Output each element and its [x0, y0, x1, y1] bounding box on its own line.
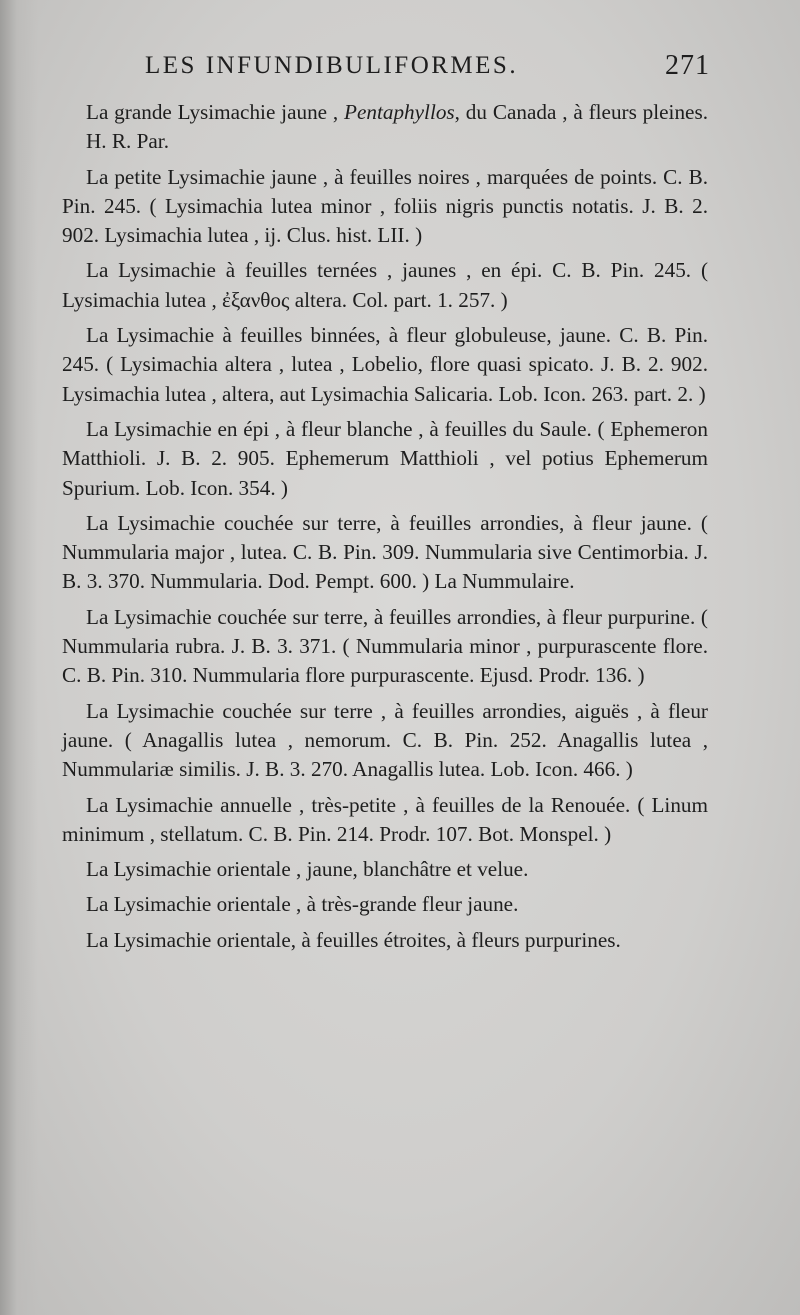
running-head-title: LES INFUNDIBULIFORMES.: [145, 52, 519, 79]
entry-text: La Lysimachie à feuilles ternées , jaunes , en épi. C. B. Pin. 245. ( Lysimachia lutea , ἐξανθος altera. Col. part. 1. 257. ): [62, 258, 708, 312]
entry-text: La Lysimachie en épi , à fleur blanche , à feuilles du Saule. ( Ephemeron Matthioli. J. B. 2. 905. Ephemerum Matthioli , vel potius Ephemerum Spurium. Lob. Icon. 354. ): [62, 416, 708, 500]
entry-text: La Lysimachie orientale , jaune, blanchâtre et velue.: [86, 857, 529, 882]
entry-text: La Lysimachie orientale , à très-grande fleur jaune.: [86, 892, 519, 917]
entry-italic-text: Pentaphyllos: [344, 100, 455, 124]
entry-paragraph: [62, 791, 708, 850]
entry-paragraph: [62, 256, 708, 315]
entry-text: La Lysimachie couchée sur terre, à feuilles arrondies, à fleur jaune. ( Nummularia major , lutea. C. B. Pin. 309. Nummularia sive Centimorbia. J. B. 3. 370. Nummularia. Dod. Pempt. 600. ) La Nummulaire.: [62, 510, 708, 594]
entry-text: La Lysimachie couchée sur terre , à feuilles arrondies, aiguës , à fleur jaune. ( Anagallis lutea , nemorum. C. B. Pin. 252. Anagallis lutea , Nummulariæ similis. J. B. 3. 270. Anagallis lutea. Lob. Icon. 466. ): [62, 698, 708, 782]
entry-text: La Lysimachie annuelle , très-petite , à feuilles de la Renouée. ( Linum minimum , stellatum. C. B. Pin. 214. Prodr. 107. Bot. Monspel. ): [62, 792, 708, 846]
entry-paragraph: [62, 603, 708, 691]
entry-text: La Lysimachie à feuilles binnées, à fleur globuleuse, jaune. C. B. Pin. 245. ( Lysimachia altera , lutea , Lobelio, flore quasi spicato. J. B. 2. 902. Lysimachia lutea , altera, aut Lysimachia Salicaria. Lob. Icon. 263. part. 2. ): [62, 323, 708, 406]
entry-paragraph: [62, 415, 708, 503]
entry-paragraph: [62, 98, 708, 157]
entry-text: La Lysimachie couchée sur terre, à feuilles arrondies, à fleur purpurine. ( Nummularia rubra. J. B. 3. 371. ( Nummularia minor , purpurascente flore. C. B. Pin. 310. Nummularia flore purpurascente. Ejusd. Prodr. 136. ): [62, 604, 708, 688]
entry-paragraph: [62, 163, 708, 251]
running-head: [60, 52, 710, 92]
entry-paragraph: [62, 890, 708, 919]
entry-text: La petite Lysimachie jaune , à feuilles noires , marquées de points. C. B. Pin. 245. ( Lysimachia lutea minor , foliis nigris punctis notatis. J. B. 2. 902. Lysimachia lutea , ij. Clus. hist. LII. ): [62, 164, 708, 248]
entry-paragraph: [62, 697, 708, 785]
body-text: [62, 98, 708, 961]
entry-paragraph: [62, 926, 708, 955]
entry-text: La grande Lysimachie jaune ,: [86, 100, 345, 124]
entry-paragraph: [62, 321, 708, 409]
entry-text: La Lysimachie orientale, à feuilles étroites, à fleurs purpurines.: [86, 927, 621, 952]
entry-paragraph: [62, 855, 708, 884]
page-number: 271: [665, 50, 710, 81]
page-gutter-shadow: [0, 0, 38, 1315]
entry-paragraph: [62, 509, 708, 597]
entry-text-after: , du Canada , à fleurs pleines. H. R. Par.: [86, 100, 708, 154]
